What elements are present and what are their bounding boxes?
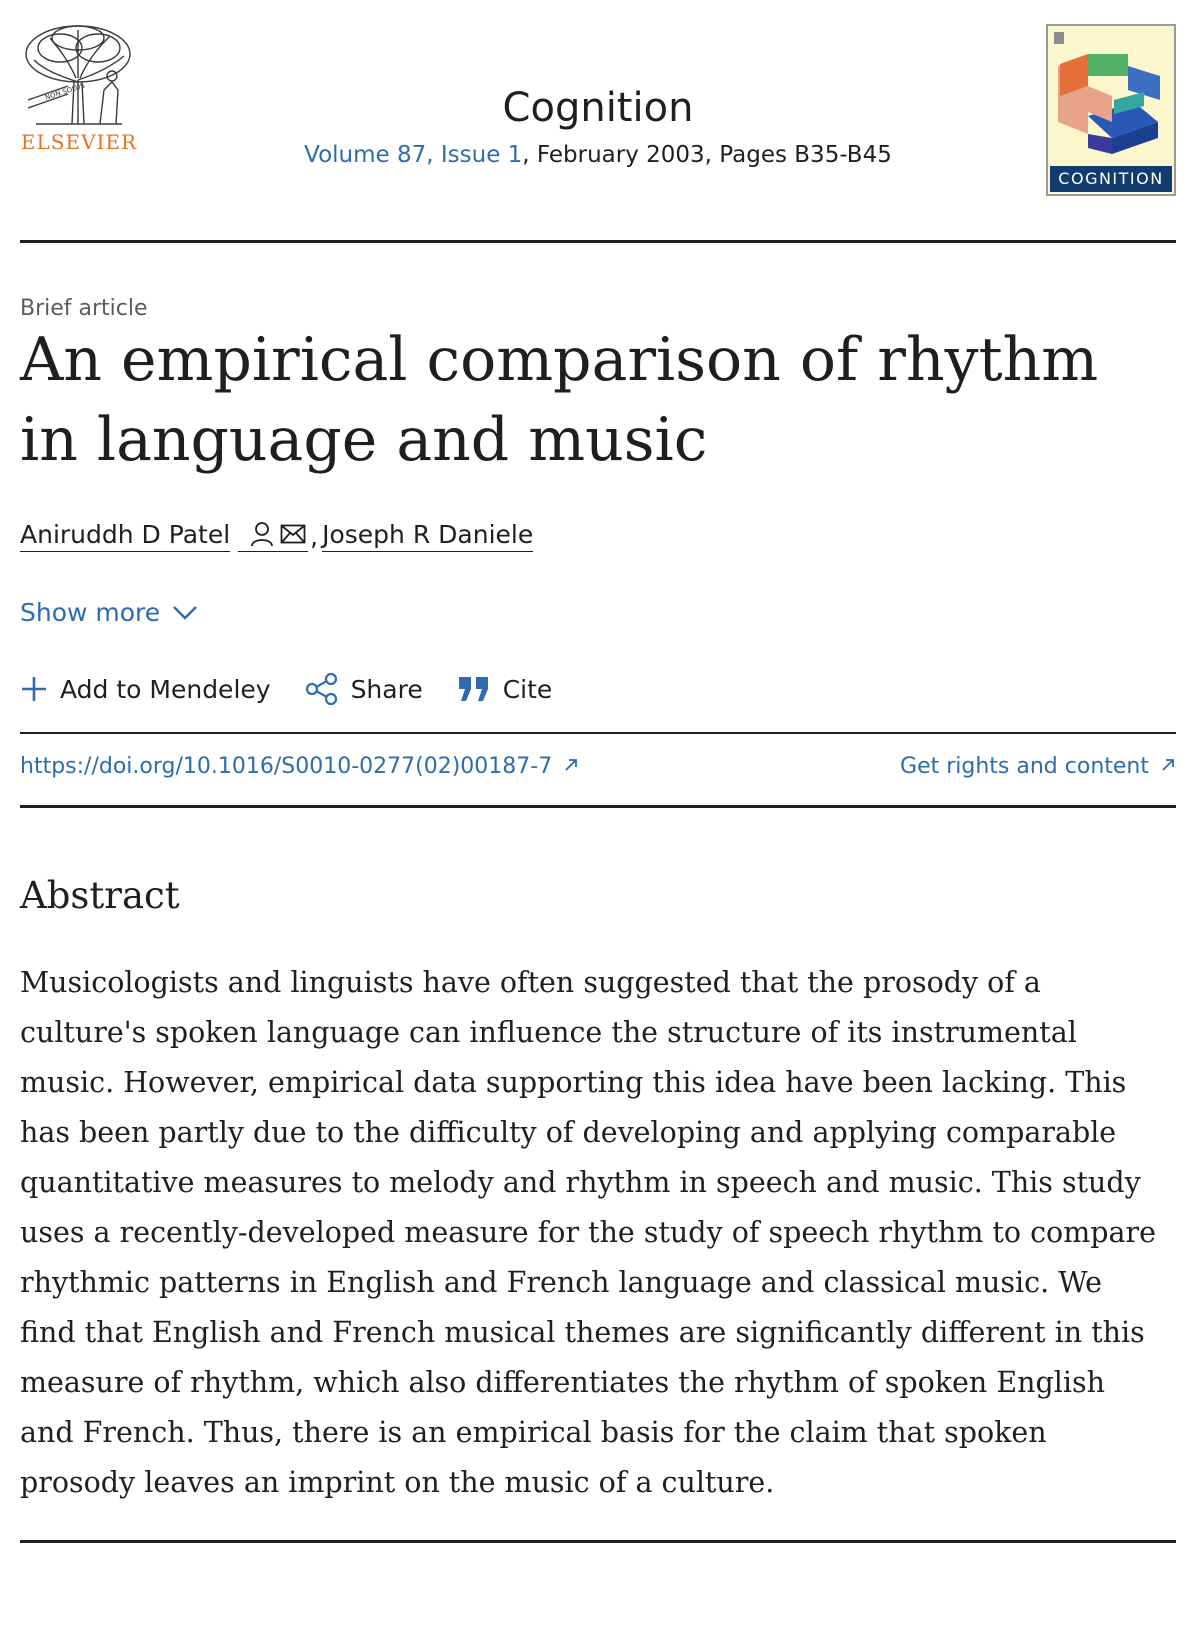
share-button[interactable] — [305, 672, 423, 706]
journal-info — [20, 80, 1176, 168]
author-link[interactable]: Joseph R Daniele — [322, 520, 533, 552]
abstract-heading: Abstract — [20, 874, 180, 917]
cover-artwork — [1048, 26, 1174, 170]
issue-details: , February 2003, Pages B35-B45 — [522, 142, 892, 168]
get-rights-text: Get rights and content — [900, 754, 1149, 779]
plus-icon — [20, 675, 48, 703]
svg-text:NON SOLUS: NON SOLUS — [44, 81, 86, 102]
show-more-button[interactable] — [20, 598, 198, 627]
author-separator: , — [310, 521, 319, 551]
add-to-mendeley-label: Add to Mendeley — [60, 674, 271, 704]
doi-link[interactable] — [20, 754, 579, 779]
share-icon — [305, 672, 339, 706]
journal-cover-image[interactable] — [1046, 24, 1176, 196]
author-contact-icons[interactable] — [238, 521, 308, 552]
get-rights-link[interactable] — [900, 754, 1176, 779]
issue-link[interactable]: Volume 87, Issue 1 — [304, 142, 523, 168]
external-link-icon — [563, 757, 579, 773]
issue-line — [20, 142, 1176, 168]
article-type: Brief article — [20, 296, 148, 321]
share-label: Share — [350, 674, 423, 704]
doi-bar — [20, 732, 1176, 808]
add-to-mendeley-button[interactable] — [20, 675, 271, 704]
journal-title[interactable]: Cognition — [502, 85, 694, 131]
journal-header — [20, 0, 1176, 243]
abstract-text: Musicologists and linguists have often suggested that the prosody of a culture's spoken language can influence the structure of its instrumental music. However, empirical data supporting this idea have been lacking. This has been partly due to the difficulty of developing and applying comparable quantitative measures to melody and rhythm in speech and music. This study uses a recently-developed measure for the study of speech rhythm to compare rhythmic patterns in English and French language and classical music. We find that English and French musical themes are significantly different in this measure of rhythm, which also differentiates the rhythm of spoken English and French. Thus, there is an empirical basis for the claim that spoken prosody leaves an imprint on the music of a culture. — [20, 966, 1156, 1499]
external-link-icon — [1160, 757, 1176, 773]
cite-button[interactable] — [457, 675, 553, 704]
cover-title: COGNITION — [1050, 166, 1172, 192]
envelope-icon — [280, 523, 306, 545]
author-list — [20, 520, 533, 552]
show-more-label: Show more — [20, 598, 161, 627]
publisher-wordmark: ELSEVIER — [20, 130, 138, 154]
article-actions — [20, 672, 586, 706]
chevron-down-icon — [172, 605, 198, 621]
quote-icon — [457, 675, 491, 703]
author-link[interactable]: Aniruddh D Patel — [20, 520, 230, 552]
doi-link-text: https://doi.org/10.1016/S0010-0277(02)00187-7 — [20, 754, 553, 779]
article-title: An empirical comparison of rhythm in language and music — [20, 325, 1099, 475]
cite-label: Cite — [502, 674, 553, 704]
person-icon — [250, 521, 274, 547]
section-divider — [20, 1540, 1176, 1543]
